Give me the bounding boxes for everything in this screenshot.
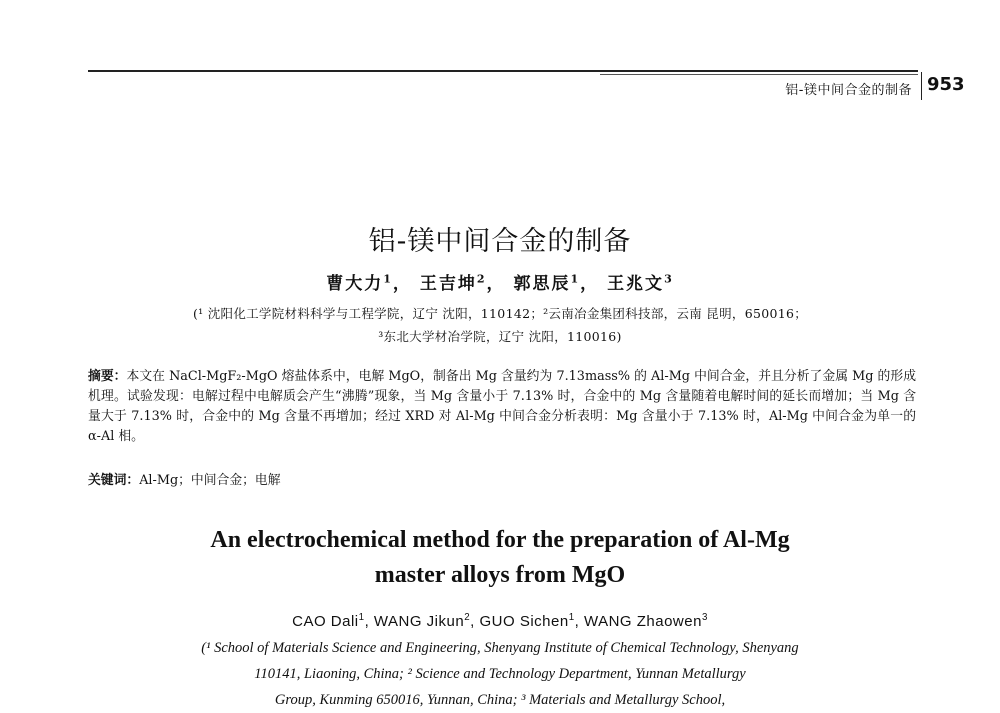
en-affiliation-line: 110141, Liaoning, China; ² Science and Technology Department, Yunnan Metallurgy [254, 666, 746, 682]
header-separator [921, 72, 922, 100]
zh-author-mark: 3 [664, 272, 674, 286]
zh-authors: 曹大力$^1$， 王吉坤$^2$， 郭思辰$^1$， 王兆文$^3$ [326, 272, 674, 294]
keywords-label: 关键词： [88, 473, 140, 488]
en-author-mark: 1 [568, 612, 575, 623]
zh-affiliation-line: ³东北大学材冶学院，辽宁 沈阳，110016) [378, 329, 622, 344]
zh-author-name: 王兆文 [607, 274, 665, 294]
abstract-text: 本文在 NaCl-MgF₂-MgO 熔盐体系中，电解 MgO，制备出 Mg 含量约为 7.13mass% 的 Al-Mg 中间合金，并且分析了金属 Mg 的形成机理。试验发现：电解过程中电解质会产生“沸腾”现象，当 Mg 含量小于 7.13% 时，合金中的 Mg 含量随着电解时间的延长而增加；当 Mg 含量大于 7.13% 时，合金中的 Mg 含量不再增加；经过 XRD 对 Al-Mg 中间合金分析表明：Mg 含量小于 7.13% 时，Al-Mg 中间合金为单一的 α-Al 相。 [88, 369, 917, 444]
en-author-name: CAO Dali [292, 613, 359, 630]
en-author-mark: 1 [358, 612, 365, 623]
zh-author-mark: 2 [476, 272, 487, 286]
zh-author-name: 曹大力 [326, 274, 384, 294]
en-title-line: master alloys from MgO [374, 562, 626, 588]
en-author-name: WANG Zhaowen [583, 613, 702, 630]
keywords-text: Al-Mg；中间合金；电解 [139, 473, 281, 488]
zh-title: 铝-镁中间合金的制备 [368, 226, 632, 257]
en-affiliation-line: (¹ School of Materials Science and Engineering, Shenyang Institute of Chemical Technology, Shenyang [201, 640, 799, 656]
en-author-mark: 2 [464, 612, 471, 623]
zh-author-name: 王吉坤 [419, 274, 477, 294]
en-author-name: GUO Sichen [479, 613, 569, 630]
zh-author-name: 郭思辰 [513, 274, 571, 294]
zh-author-mark: 1 [570, 272, 581, 286]
en-author-name: WANG Jikun [373, 613, 465, 630]
zh-affiliation-line: (¹ 沈阳化工学院材料科学与工程学院，辽宁 沈阳，110142；²云南冶金集团科技部，云南 昆明，650016； [192, 306, 808, 321]
en-title-line: An electrochemical method for the preparation of Al-Mg [210, 527, 790, 553]
running-title: 铝-镁中间合金的制备 [785, 83, 912, 98]
en-author-mark: 3 [701, 612, 708, 623]
en-authors: CAO Dali$^1$, WANG Jikun$^2$, GUO Sichen$^1$, WANG Zhaowen$^3$ [292, 612, 708, 630]
zh-keywords [88, 469, 281, 488]
header-rule-thin [600, 74, 918, 75]
zh-author-mark: 1 [383, 272, 393, 286]
abstract-label: 摘要： [88, 369, 127, 384]
header-rule [88, 70, 918, 72]
en-affiliation-line: Group, Kunming 650016, Yunnan, China; ³ Materials and Metallurgy School, [274, 692, 726, 708]
page-number: 953 [927, 74, 965, 95]
zh-abstract [88, 367, 916, 447]
